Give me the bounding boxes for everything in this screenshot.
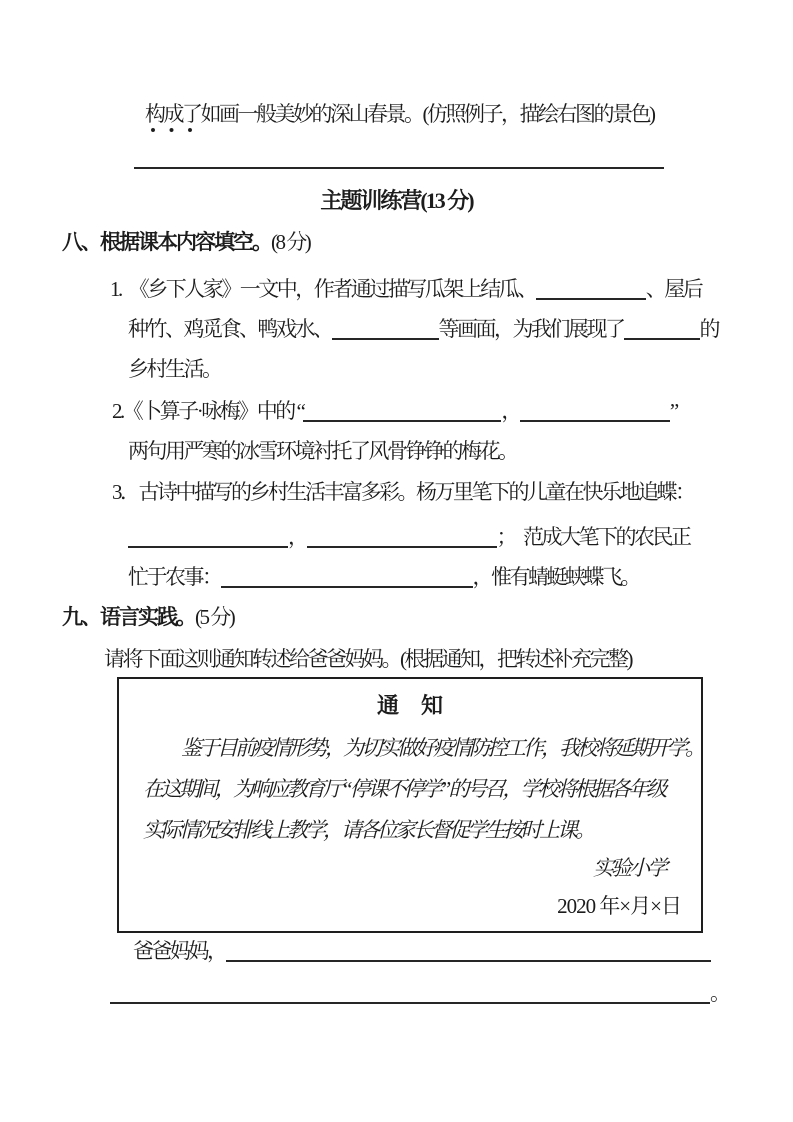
emphasized-text: 构成了 <box>145 102 201 133</box>
question-1-line-2 <box>128 316 718 342</box>
notice-body-line-1: 鉴于目前疫情形势，为切实做好疫情防控工作，我校将延期开学。 <box>181 736 703 760</box>
q2-quote-end: ” <box>669 399 677 423</box>
reply-prefix: 爸爸妈妈， <box>133 939 226 963</box>
question-3-line-1 <box>112 479 694 505</box>
answer-blank <box>624 320 700 340</box>
answer-line <box>134 147 664 169</box>
section-9-heading <box>62 604 233 631</box>
answer-blank <box>307 528 497 548</box>
q2-text-b: 两句用严寒的冰雪环境衬托了风骨铮铮的梅花。 <box>128 439 517 463</box>
question-2-line-2 <box>128 438 517 464</box>
instruction-line: 请将下面这则通知转述给爸爸妈妈。(根据通知，把转述补充完整) <box>104 647 631 671</box>
q1-text-f: 乡村生活。 <box>128 357 221 381</box>
closing-line <box>110 980 729 1006</box>
q1-text-b: 、屋后 <box>645 277 702 301</box>
section-8-heading <box>62 229 309 256</box>
question-2-line-1 <box>112 398 677 424</box>
intro-line <box>145 101 654 127</box>
notice-signature: 实验小学 <box>593 856 665 880</box>
question-3-line-3 <box>128 564 639 590</box>
notice-date: 2020 年×月×日 <box>557 894 681 918</box>
section-8-title: 八、根据课本内容填空。 <box>62 231 271 254</box>
q3-text-c: 忙于农事： <box>128 565 221 589</box>
answer-blank <box>536 280 646 300</box>
q1-text-d: 等画面，为我们展现了 <box>438 317 624 341</box>
q1-text-e: 的 <box>699 317 718 341</box>
intro-note: (仿照例子，描绘右图的景色) <box>422 102 654 126</box>
q2-comma: ， <box>501 399 520 423</box>
q3-comma: ， <box>288 525 307 549</box>
q1-text-a: 1. 《乡下人家》一文中，作者通过描写瓜架上结瓜、 <box>110 277 536 301</box>
answer-blank <box>110 984 710 1004</box>
question-1-line-3 <box>128 356 221 382</box>
question-3-line-2 <box>128 524 690 550</box>
reply-line <box>133 938 711 964</box>
answer-blank <box>520 402 670 422</box>
answer-blank <box>303 402 501 422</box>
notice-box <box>117 677 703 933</box>
q3-text-b: ； 范成大笔下的农民正 <box>496 525 690 549</box>
notice-title: 通 知 <box>376 693 443 718</box>
notice-body-line-2: 在这期间，为响应教育厅“停课不停学”的号召，学校将根据各年级 <box>143 777 665 801</box>
section-8-score: (8 分) <box>271 230 310 254</box>
q2-text-a: 2.《卜算子·咏梅》中的 “ <box>112 399 304 423</box>
intro-text: 如画一般美妙的深山春景。 <box>200 102 423 126</box>
closing-period: 。 <box>710 981 729 1005</box>
section-banner: 主题训练营(13 分) <box>320 188 473 213</box>
answer-blank <box>128 528 288 548</box>
q3-text-d: ，惟有蜻蜓蛱蝶飞。 <box>472 565 639 589</box>
answer-blank <box>332 320 439 340</box>
question-1-line-1 <box>110 276 701 302</box>
q1-text-c: 种竹、鸡觅食、鸭戏水、 <box>128 317 332 341</box>
q3-text-a: 3．古诗中描写的乡村生活丰富多彩。杨万里笔下的儿童在快乐地追蝶： <box>112 480 694 504</box>
section-9-score: (5 分) <box>195 605 234 629</box>
notice-body-line-3: 实际情况安排线上教学，请各位家长督促学生按时上课。 <box>143 818 593 842</box>
answer-blank <box>221 568 473 588</box>
answer-blank <box>226 942 711 962</box>
section-9-title: 九、语言实践。 <box>62 606 195 629</box>
